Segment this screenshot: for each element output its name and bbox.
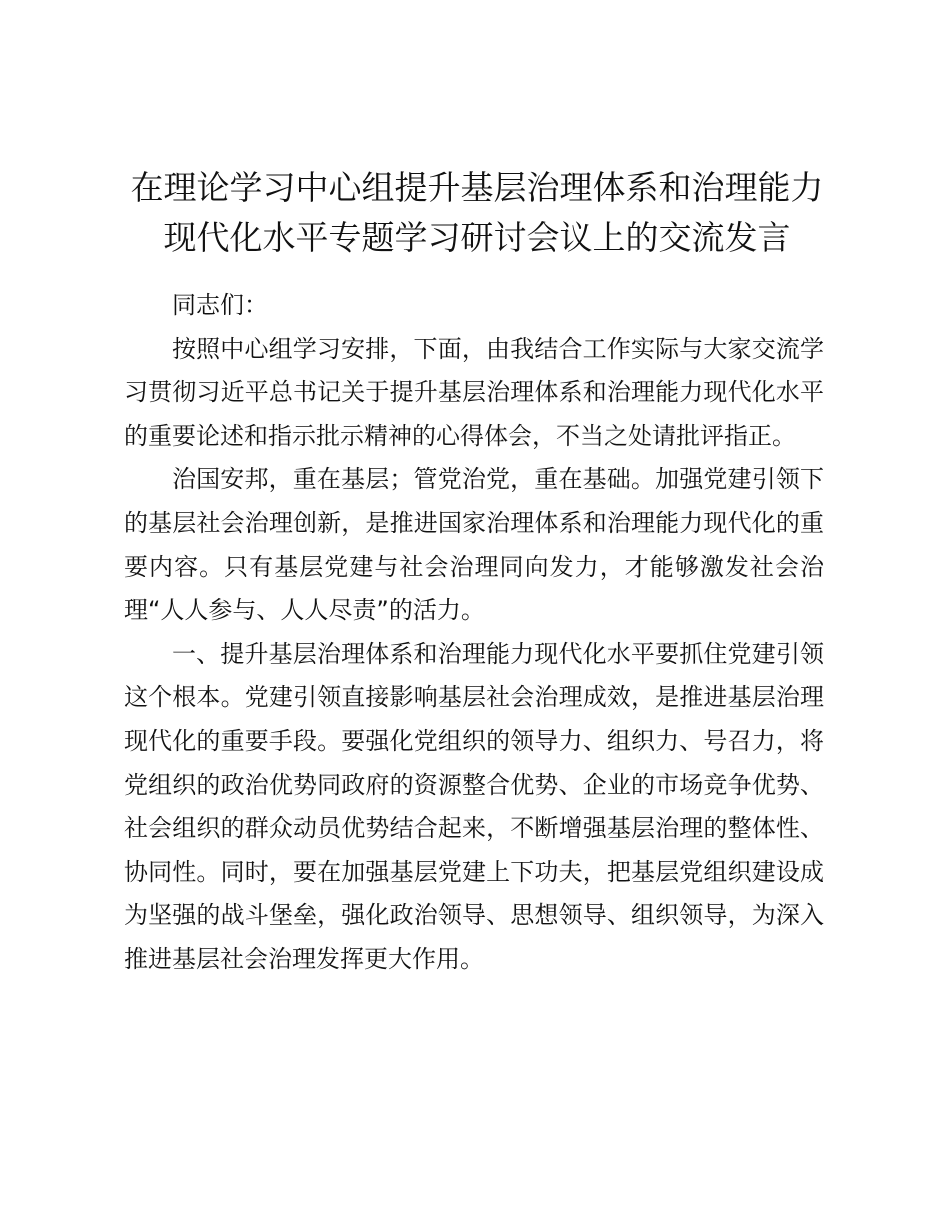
paragraph-section-one: 一、提升基层治理体系和治理能力现代化水平要抓住党建引领这个根本。党建引领直接影响基层社会治理成效，是推进基层治理现代化的重要手段。要强化党组织的领导力、组织力、号召力，将党组织的政治优势同政府的资源整合优势、企业的市场竞争优势、社会组织的群众动员优势结合起来，不断增强基层治理的整体性、协同性。同时，要在加强基层党建上下功夫，把基层党组织建设成为坚强的战斗堡垒，强化政治领导、思想领导、组织领导，为深入推进基层社会治理发挥更大作用。 (124, 639, 824, 973)
document-title: 在理论学习中心组提升基层治理体系和治理能力现代化水平专题学习研讨会议上的交流发言 (130, 168, 824, 257)
document-body (124, 284, 824, 982)
salutation: 同志们： (172, 291, 268, 319)
paragraph-intro: 按照中心组学习安排，下面，由我结合工作实际与大家交流学习贯彻习近平总书记关于提升基层治理体系和治理能力现代化水平的重要论述和指示批示精神的心得体会，不当之处请批评指正。 (124, 334, 824, 450)
paragraph-governance: 治国安邦，重在基层；管党治党，重在基础。加强党建引领下的基层社会治理创新，是推进国家治理体系和治理能力现代化的重要内容。只有基层党建与社会治理同向发力，才能够激发社会治理“人人参与、人人尽责”的活力。 (124, 465, 824, 625)
